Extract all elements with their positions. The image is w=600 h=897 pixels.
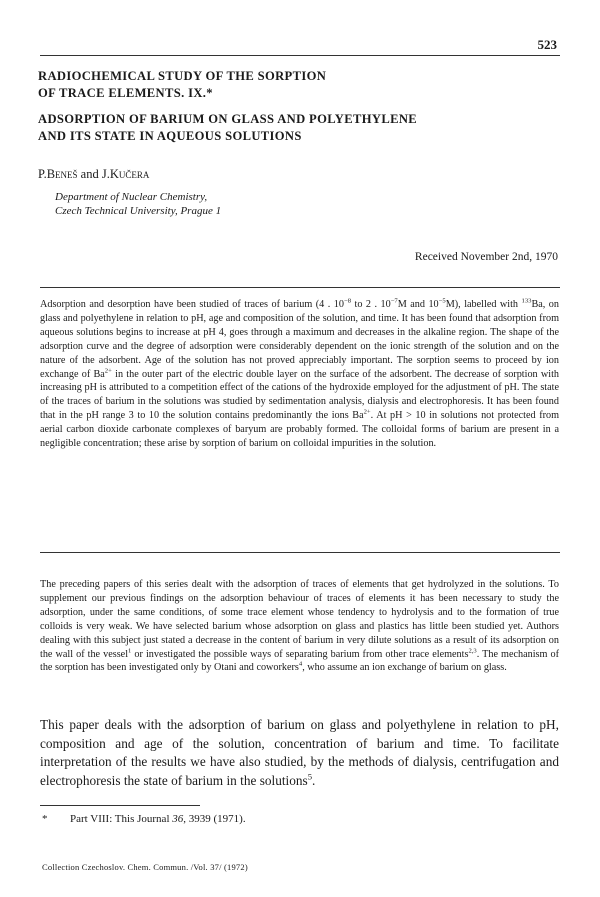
received-date: Received November 2nd, 1970	[414, 251, 558, 263]
footnote-marker: *	[42, 813, 48, 825]
series-title	[38, 68, 326, 102]
series-title-line: OF TRACE ELEMENTS. IX.*	[38, 86, 213, 100]
paper-title	[38, 111, 417, 145]
author-initial: P.	[38, 167, 47, 181]
abstract-top-rule	[40, 287, 560, 288]
abstract-bottom-rule	[40, 552, 560, 553]
footnote-volume: 36	[172, 813, 184, 825]
author-connector: and J.	[77, 167, 110, 181]
affiliation-line: Czech Technical University, Prague 1	[55, 205, 222, 217]
author-surname: Beneš	[46, 167, 78, 181]
affiliation-line: Department of Nuclear Chemistry,	[55, 191, 208, 203]
header-rule	[40, 55, 560, 56]
body-paragraph: This paper deals with the adsorption of barium on glass and polyethylene in relation to pH, composition and age of the solution, concentration of barium and time. To facilitate interpretation of the results we have also studied, by the methods of dialysis, centrifugation and electrophoresis the state of barium in the solutions$^5$.	[40, 717, 559, 788]
page-number: 523	[537, 37, 557, 52]
footnote: * Part VIII: This Journal 36, 3939 (1971).	[42, 813, 246, 825]
author-surname: Kučera	[109, 167, 150, 181]
intro-paragraph: The preceding papers of this series dealt with the adsorption of traces of elements that get hydrolyzed in the solutions. To supplement our previous findings on the adsorption behaviour of traces of elements it has been necessary to study the adsorption, under the same conditions, of some trace element whose tendency to hydrolysis and to the formation of true colloids is very weak. We have selected barium whose adsorption on glass and plastics has little been studied yet. Authors dealing with this subject just stated a decrease in the content of barium in very dilute solutions as a result of its adsorption on the wall of the vessel$^1$ or investigated the possible ways of separating barium from other trace elements$^{2,3}$. The mechanism of the sorption has been investigated only by Otani and coworkers$^4$, who assume an ion exchange of barium on glass.	[40, 579, 559, 674]
journal-footer: Collection Czechoslov. Chem. Commun. /Vol. 37/ (1972)	[42, 862, 248, 872]
affiliation	[55, 190, 221, 218]
paper-title-line: ADSORPTION OF BARIUM ON GLASS AND POLYETHYLENE	[38, 112, 418, 126]
abstract: Adsorption and desorption have been studied of traces of barium (4 . $10^{-8}$ to 2 . $10^{-7}M$ and $10^{-5}M$), labelled with $^{133}$Ba, on glass and polyethylene in relation to pH, age and composition of the solution, and time. It has been found that adsorption from aqueous solutions begins to increase at pH 4, goes through a maximum and decreases in the alkaline region. The shape of the adsorption curve and the degree of adsorption were considerably dependent on the ionic strength of the solution and on the nature of the adsorbent. Age of the solution has not proved appreciably important. The sorption seems to proceed by ion exchange of $Ba^{2+}$ in the outer part of the electric double layer on the surface of the adsorbent. The decrease of sorption with increasing pH is attributed to a competition effect of the cations of the hydroxide employed for the adjustment of pH. The state of the traces of barium in the solutions was studied by sedimentation analysis, dialysis and electrophoresis. It has been found that in the pH range 3 to 10 the solution contains predominantly the ions $Ba^{2+}$. At pH > 10 in solutions not protected from aerial carbon dioxide carbonate complexes of baryum are probably formed. The colloidal forms of barium are present in a negligible concentration; these arise by sorption of barium on colloidal impurities in the solution.	[40, 297, 560, 450]
paper-title-line: AND ITS STATE IN AQUEOUS SOLUTIONS	[38, 129, 302, 143]
authors	[38, 167, 149, 182]
series-title-line: RADIOCHEMICAL STUDY OF THE SORPTION	[38, 69, 327, 83]
footnote-rule	[40, 805, 200, 806]
